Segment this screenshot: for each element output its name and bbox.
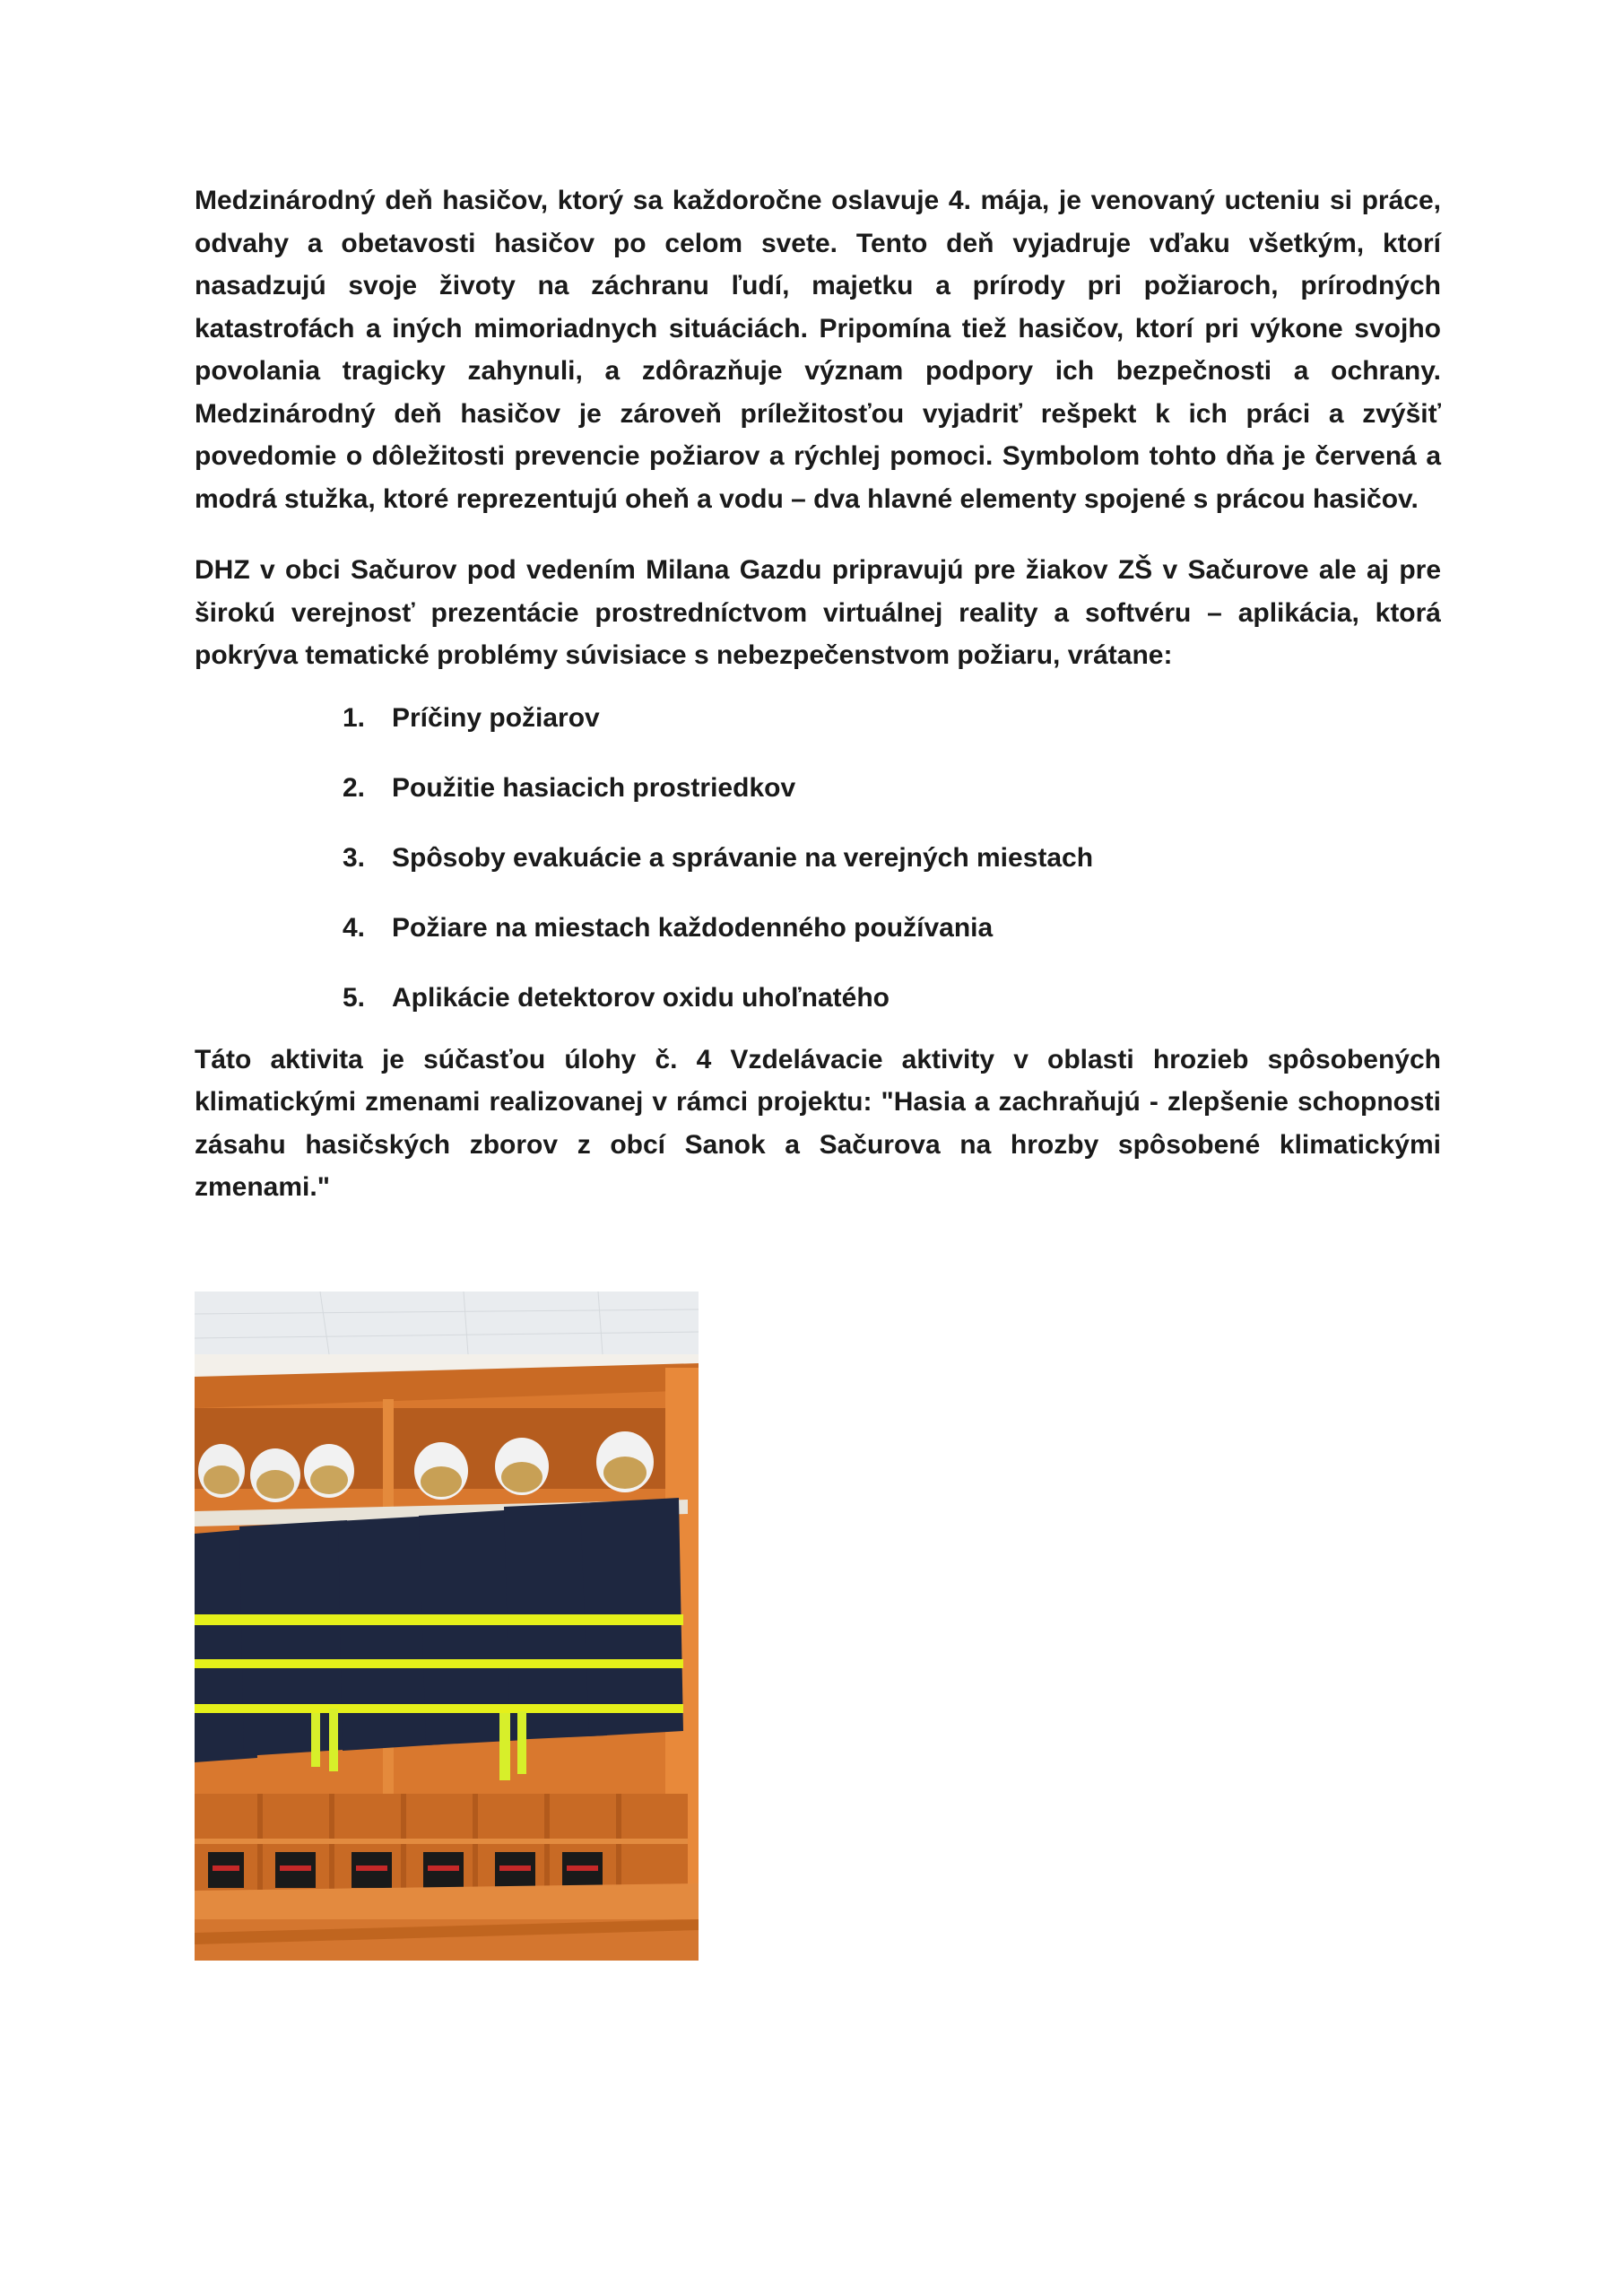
intro-paragraph: Medzinárodný deň hasičov, ktorý sa každoročne oslavuje 4. mája, je venovaný ucteniu si práce, odvahy a obetavosti hasičov po celom svete. Tento deň vyjadruje vďaku všetkým, ktorí nasadzujú svoje životy na záchranu ľudí, majetku a prírody pri požiaroch, prírodných katastrofách a iných mimoriadnych situáciách. Pripomína tiež hasičov, ktorí pri výkone svojho povolania tragicky zahynuli, a zdôrazňuje význam podpory ich bezpečnosti a ochrany. Medzinárodný deň hasičov je zároveň príležitosťou vyjadriť rešpekt k ich práci a zvýšiť povedomie o dôležitosti prevencie požiarov a rýchlej pomoci. Symbolom tohto dňa je červená a modrá stužka, ktoré reprezentujú oheň a vodu – dva hlavné elementy spojené s prácou hasičov. [195,186,1441,514]
list-item-label: Príčiny požiarov [392,702,600,733]
list-item-number: 3. [343,842,366,873]
list-item [343,907,1441,949]
list-item-label: Požiare na miestach každodenného používania [392,912,994,943]
list-item-number: 1. [343,702,366,733]
list-item-label: Spôsoby evakuácie a správanie na verejných miestach [392,842,1094,873]
list-item-number: 5. [343,982,366,1013]
list-item-label: Aplikácie detektorov oxidu uhoľnatého [392,982,890,1013]
firefighter-locker-photo [195,1292,699,1961]
list-item [343,977,1441,1019]
locker-illustration [195,1292,699,1961]
list-item [343,837,1441,879]
document-body [195,179,1441,1209]
closing-paragraph: Táto aktivita je súčasťou úlohy č. 4 Vzdelávacie aktivity v oblasti hrozieb spôsobených klimatickými zmenami realizovanej v rámci projektu: "Hasia a zachraňujú - zlepšenie schopnosti zásahu hasičských zborov z obcí Sanok a Sačurova na hrozby spôsobené klimatickými zmenami." [195,1044,1441,1202]
dhz-paragraph: DHZ v obci Sačurov pod vedením Milana Gazdu pripravujú pre žiakov ZŠ v Sačurove ale aj pre širokú verejnosť prezentácie prostredníctvom virtuálnej reality a softvéru – aplikácia, ktorá pokrýva tematické problémy súvisiace s nebezpečenstvom požiaru, vrátane: [195,555,1441,670]
list-item [343,697,1441,739]
list-item-number: 2. [343,772,366,803]
list-item-number: 4. [343,912,366,943]
list-item-label: Použitie hasiacich prostriedkov [392,772,796,803]
list-item [343,767,1441,809]
topics-list [195,697,1441,1019]
